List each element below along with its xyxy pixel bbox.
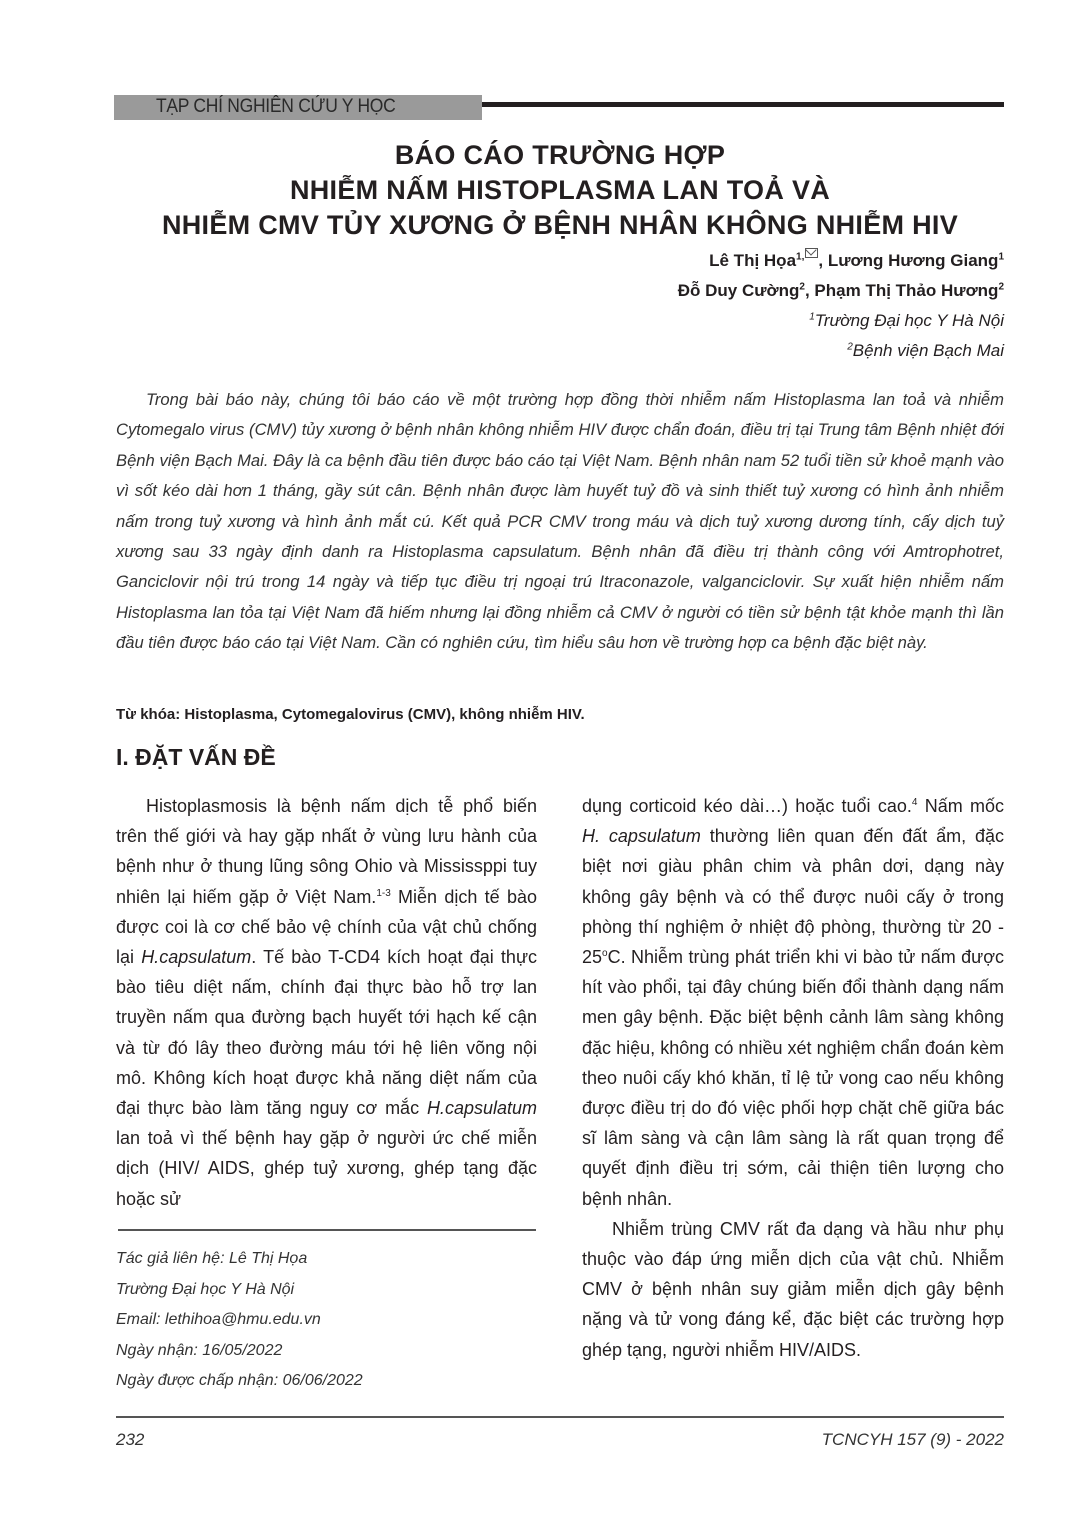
affiliation-name: Bệnh viện Bạch Mai: [852, 341, 1004, 360]
text-run: lan toả vì thế bệnh hay gặp ở người ức chế miễn dịch (HIV/ AIDS, ghép tuỷ xương, ghép tạng đặc hoặc sử: [116, 1128, 537, 1209]
affiliation-mark: 1: [809, 311, 815, 323]
header-rule: [482, 102, 1004, 107]
author-affiliation-mark: 2: [998, 281, 1004, 293]
abstract: [116, 385, 1004, 659]
author-name: Phạm Thị Thảo Hương: [814, 281, 999, 300]
accepted-date: Ngày được chấp nhận: 06/06/2022: [116, 1372, 363, 1389]
author-separator: ,: [804, 281, 815, 300]
species-name: H.capsulatum: [141, 947, 252, 968]
author-name: Đỗ Duy Cường: [677, 281, 800, 300]
title-line-3: NHIỄM CMV TỦY XƯƠNG Ở BỆNH NHÂN KHÔNG NHIỄM HIV: [161, 210, 959, 240]
article-title: [110, 138, 1010, 243]
species-name: H. capsulatum: [582, 826, 701, 847]
footer-rule: [116, 1416, 1004, 1418]
citation-ref: 1-3: [376, 887, 391, 899]
body-paragraph: [116, 791, 537, 1214]
text-run: . Tế bào T-CD4 kích hoạt đại thực bào tiêu diệt nấm, chính đại thực bào hỗ trợ lan truyền nấm qua đường bạch huyết tới hạch kế cận và từ đó lây theo đường máu tới hệ liên võng nội mô. Không kích hoạt được khả năng diệt nấm của đại thực bào làm tăng nguy cơ mắc: [116, 947, 537, 1119]
text-run: Histoplasmosis là bệnh nấm dịch tễ phổ biến trên thế giới và hay gặp nhất ở vùng lưu hành của bệnh như ở thung lũng sông Ohio và Mississppi tuy nhiên lại hiếm gặp ở Việt Nam.: [116, 796, 537, 907]
journal-name: TẠP CHÍ NGHIÊN CỨU Y HỌC: [156, 96, 396, 117]
keywords: Từ khóa: Histoplasma, Cytomegalovirus (CMV), không nhiễm HIV.: [116, 706, 585, 723]
received-date: Ngày nhận: 16/05/2022: [116, 1341, 283, 1359]
affiliation-1: [678, 306, 1004, 336]
author-line-1: [678, 246, 1004, 276]
affiliation-2: [678, 336, 1004, 366]
author-separator: ,: [818, 251, 828, 270]
email: Email: lethihoa@hmu.edu.vn: [116, 1311, 321, 1328]
degree-mark: o: [602, 948, 608, 960]
abstract-text: Trong bài báo này, chúng tôi báo cáo về một trường hợp đồng thời nhiễm nấm Histoplasma lan toả và nhiễm Cytomegalo virus (CMV) tủy xương ở bệnh nhân không nhiễm HIV được chẩn đoán, điều trị tại Trung tâm Bệnh nhiệt đới Bệnh viện Bạch Mai. Đây là ca bệnh đầu tiên được báo cáo tại Việt Nam. Bệnh nhân nam 52 tuổi tiền sử khoẻ mạnh vào vì sốt kéo dài hơn 1 tháng, gầy sút cân. Bệnh nhân được làm huyết tuỷ đồ và sinh thiết tuỷ xương có hình ảnh nhiễm nấm trong tuỷ xương và hình ảnh mắt cú. Kết quả PCR CMV trong máu và dịch tuỷ xương dương tính, cấy dịch tuỷ xương sau 33 ngày định danh ra Histoplasma capsulatum. Bệnh nhân đã điều trị thành công với Amtrophotret, Ganciclovir nội trú trong 14 ngày và tiếp tục điều trị ngoại trú Itraconazole, valganciclovir. Sự xuất hiện nhiễm nấm Histoplasma lan tỏa tại Việt Nam đã hiếm nhưng lại đồng nhiễm cả CMV ở người có tiền sử bệnh tật khỏe mạnh thì lần đầu tiên được báo cáo tại Việt Nam. Cần có nghiên cứu, tìm hiểu sâu hơn về trường hợp ca bệnh đặc biệt này.: [116, 390, 1004, 653]
author-affiliation-mark: 1,: [796, 251, 805, 263]
author-name: Lê Thị Họa: [709, 251, 797, 270]
text-run: dụng corticoid kéo dài…) hoặc tuổi cao.: [582, 796, 912, 816]
citation-ref: 4: [911, 797, 918, 808]
section-heading: I. ĐẶT VẤN ĐỀ: [116, 744, 276, 770]
species-name: H.capsulatum: [426, 1098, 537, 1119]
body-column-right: [582, 791, 1004, 1365]
journal-reference: TCNCYH 157 (9) - 2022: [821, 1430, 1004, 1449]
text-run: C. Nhiễm trùng phát triển khi vi bào tử nấm được hít vào phổi, tại đây chúng biến đổi thành dạng nấm men gây bệnh. Đặc biệt bệnh cảnh lâm sàng không đặc hiệu, không có nhiều xét nghiệm chẩn đoán kèm theo nuôi cấy khó khăn, tỉ lệ tử vong cao nếu không được điều trị do đó việc phối hợp chặt chẽ giữa bác sĩ lâm sàng và cận lâm sàng là rất quan trọng để quyết định điều trị sớm, cải thiện tiên lượng cho bệnh nhân.: [582, 947, 1004, 1209]
text-run: thường liên quan đến đất ẩm, đặc biệt nơi giàu phân chim và phân dơi, dạng này không gây bệnh và có thể được nuôi cấy ở trong phòng thí nghiệm ở nhiệt độ phòng, thường từ 20 - 25: [582, 826, 1004, 968]
author-affiliation-mark: 2: [799, 281, 805, 293]
affiliation-mark: 2: [847, 341, 853, 353]
page-number: 232: [116, 1430, 145, 1449]
title-line-2: NHIỄM NẤM HISTOPLASMA LAN TOẢ VÀ: [289, 175, 831, 205]
correspondence-footnote: [116, 1244, 363, 1397]
author-line-2: [678, 276, 1004, 306]
author-name: Lương Hương Giang: [827, 251, 999, 270]
body-column-left: [116, 791, 537, 1214]
footnote-rule: [118, 1229, 536, 1231]
title-line-1: BÁO CÁO TRƯỜNG HỢP: [394, 140, 726, 170]
affiliation-name: Trường Đại học Y Hà Nội: [814, 311, 1004, 330]
corresponding-author: Tác giả liên hệ: Lê Thị Họa: [116, 1250, 308, 1267]
body-paragraph: [582, 791, 1004, 1214]
text-run: Nấm mốc: [917, 796, 1005, 816]
institution: Trường Đại học Y Hà Nội: [116, 1280, 295, 1298]
author-affiliation-mark: 1: [998, 251, 1004, 263]
mail-icon: [805, 248, 818, 258]
body-paragraph: Nhiễm trùng CMV rất đa dạng và hầu như phụ thuộc vào đáp ứng miễn dịch của vật chủ. Nhiễm CMV ở bệnh nhân suy giảm miễn dịch gây bệnh nặng và tử vong đáng kể, đặc biệt các trường hợp ghép tạng, người nhiễm HIV/AIDS.: [582, 1218, 1004, 1360]
author-block: [678, 246, 1004, 366]
text-run: Miễn dịch tế bào được coi là cơ chế bảo vệ chính của vật chủ chống lại: [116, 886, 537, 968]
